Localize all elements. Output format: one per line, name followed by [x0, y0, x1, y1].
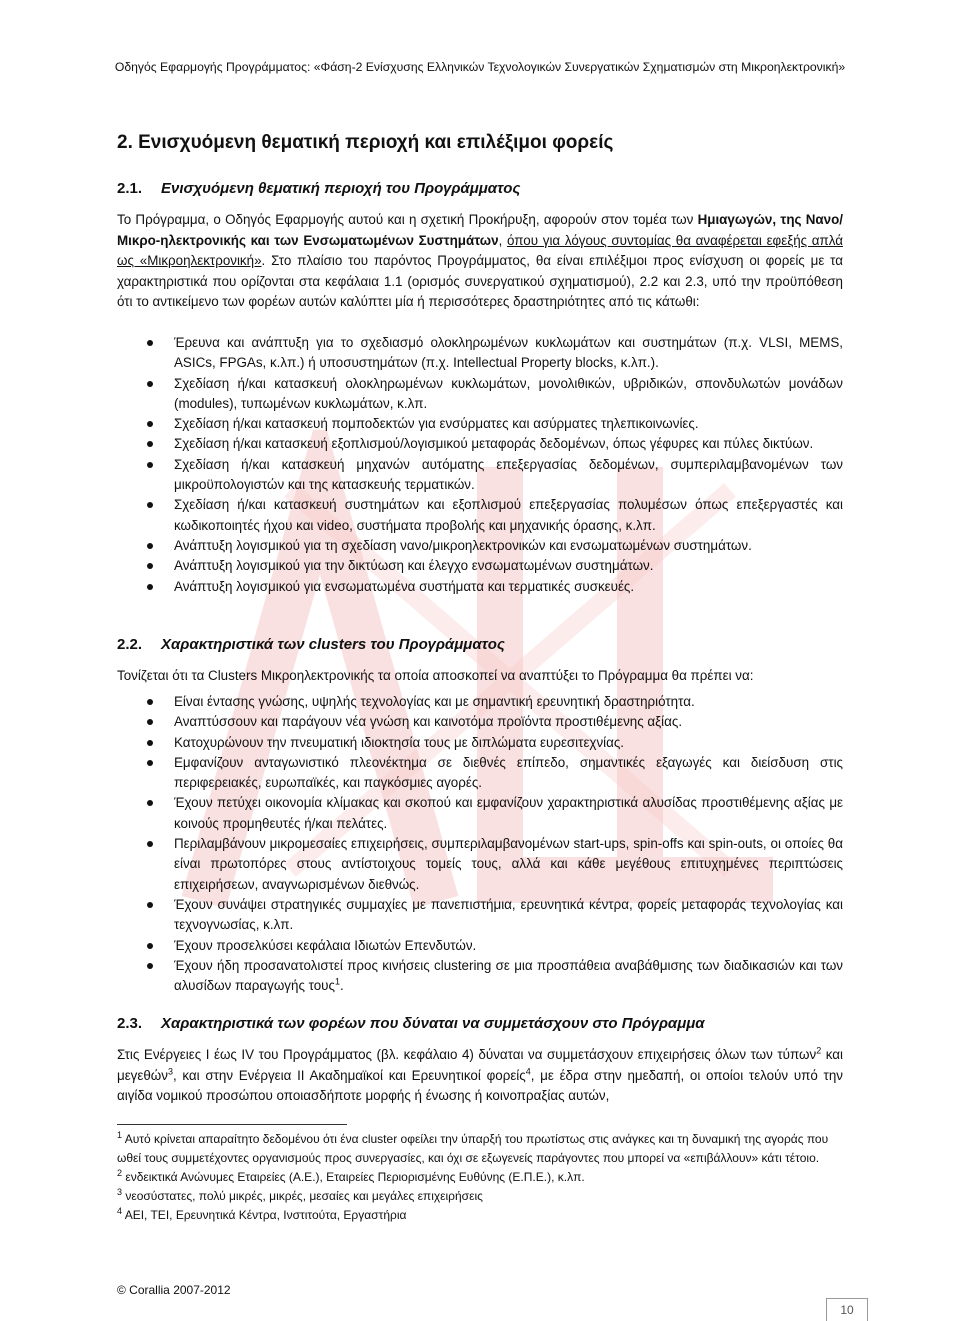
list-item: Είναι έντασης γνώσης, υψηλής τεχνολογίας και με σημαντική ερευνητική δραστηριότητα.	[117, 692, 843, 712]
footnote-text: ΑΕΙ, ΤΕΙ, Ερευνητικά Κέντρα, Ινστιτούτα, Εργαστήρια	[122, 1208, 407, 1222]
footnote	[117, 1187, 843, 1206]
footnote	[117, 1168, 843, 1187]
footnote-text: Αυτό κρίνεται απαραίτητο δεδομένου ότι ένα cluster οφείλει την ύπαρξή του πρωτίστως στις ανάγκες και τη δυναμική της αγοράς που ωθεί τους συμμετέχοντες οργανισμούς προς συνεργασίες, και όχι σε εξωγενείς παράγοντες που μπορεί να «επιβάλλουν» κάτι τέτοιο.	[117, 1132, 829, 1165]
list-item: Εμφανίζουν ανταγωνιστικό πλεονέκτημα σε διεθνές επίπεδο, σημαντικές εξαγωγές και διείσδυση στις περιφερειακές, ευρωπαϊκές, και παγκόσμιες αγορές.	[117, 753, 843, 794]
list-item: Ανάπτυξη λογισμικού για την δικτύωση και έλεγχο ενσωματωμένων συστημάτων.	[117, 556, 843, 576]
section-2-2-intro: Τονίζεται ότι τα Clusters Μικροηλεκτρονικής τα οποία αποσκοπεί να αναπτύξει το Πρόγραμμα θα πρέπει να:	[117, 668, 754, 683]
paragraph-text: , και στην Ενέργεια ΙΙ Ακαδημαϊκοί και Ερευνητικοί φορείς	[172, 1067, 526, 1083]
list-item: Κατοχυρώνουν την πνευματική ιδιοκτησία τους με διπλώματα ευρεσιτεχνίας.	[117, 733, 843, 753]
list-item: Περιλαμβάνουν μικρομεσαίες επιχειρήσεις, συμπεριλαμβανομένων start-ups, spin-offs και spin-outs, οι οποίες θα είναι πρωτοπόρες στους αντίστοιχους τομείς τους, αλλά και κάθε μεγέθους επιτυχημένες περιπτώσεις επιχειρήσεων, αναγνωρισμένων διεθνώς.	[117, 834, 843, 895]
paragraph-text: , με έδρα στην ημεδαπή, οι οποίοι τελούν υπό την αιγίδα νομικού προσώπου οποιασδήποτε μορφής ή ένωσης ή κοινοπραξίας αυτών,	[117, 1067, 843, 1103]
intro-text-2: ,	[498, 232, 507, 248]
section-number: 2.3.	[117, 1015, 143, 1032]
footnote-number: 3	[117, 1187, 123, 1197]
list-item: Σχεδίαση ή/και κατασκευή μηχανών αυτόματης επεξεργασίας δεδομένων, συμπεριλαμβανομένων των μικροϋπολογιστών και της κατασκευής τερματικών.	[117, 455, 843, 496]
footnote-text: νεοσύστατες, πολύ μικρές, μικρές, μεσαίες και μεγάλες επιχειρήσεις	[122, 1189, 483, 1203]
intro-bold-text: Ημιαγωγών, της Νανο/Μικρο-ηλεκτρονικής και των Ενσωματωμένων Συστημάτων	[117, 212, 843, 248]
footnote-number: 4	[117, 1206, 123, 1216]
footnote	[117, 1206, 843, 1225]
section-title: Χαρακτηριστικά των φορέων που δύναται να συμμετάσχουν στο Πρόγραμμα	[161, 1015, 705, 1032]
list-item: Έχουν συνάψει στρατηγικές συμμαχίες με πανεπιστήμια, ερευνητικά κέντρα, φορείς μεταφοράς τεχνολογίας και τεχνογνωσίας, κ.λπ.	[117, 895, 843, 936]
list-item: Σχεδίαση ή/και κατασκευή εξοπλισμού/λογισμικού μεταφοράς δεδομένων, όπως γέφυρες και πύλες δικτύων.	[117, 434, 843, 454]
section-2-2-heading	[117, 636, 505, 653]
list-item: Σχεδίαση ή/και κατασκευή πομποδεκτών για ενσύρματες και ασύρματες τηλεπικοινωνίες.	[117, 414, 843, 434]
footnote-text: ενδεικτικά Ανώνυμες Εταιρείες (Α.Ε.), Εταιρείες Περιορισμένης Ευθύνης (Ε.Π.Ε.), κ.λπ.	[122, 1170, 585, 1184]
footnote-ref[interactable]: 2	[816, 1045, 822, 1056]
list-item: Αναπτύσσουν και παράγουν νέα γνώση και καινοτόμα προϊόντα προστιθέμενης αξίας.	[117, 712, 843, 732]
footnote-divider	[117, 1124, 347, 1125]
activities-list	[117, 333, 843, 597]
footnote-ref[interactable]: 1	[334, 976, 340, 987]
footnote-ref[interactable]: 3	[167, 1066, 173, 1077]
intro-text-3: . Στο πλαίσιο του παρόντος Προγράμματος, θα είναι επιλέξιμοι προς ενίσχυση οι φορείς με τα χαρακτηριστικά που ορίζονται στα κεφάλαια 1.1 (ορισμός συνεργατικού σχηματισμού), 2.2 και 2.3, υπό την προϋπόθεση ότι το αντικείμενο των φορέων αυτών καλύπτει μία ή περισσότερες δραστηριότητες από τις κάτωθι:	[117, 253, 844, 309]
footnote-number: 1	[117, 1130, 123, 1140]
list-item: Έχουν πετύχει οικονομία κλίμακας και σκοπού και εμφανίζουν χαρακτηριστικά αλυσίδας προστιθέμενης αξίας με κοινούς προμηθευτές ή/και πελάτες.	[117, 793, 843, 834]
list-item: Σχεδίαση ή/και κατασκευή συστημάτων και εξοπλισμού επεξεργασίας πολυμέσων όπως επεξεργαστές και κωδικοποιητές ήχου και video, συστήματα προβολής και μηχανικής όρασης, κ.λπ.	[117, 495, 843, 536]
list-item: Ανάπτυξη λογισμικού για τη σχεδίαση νανο/μικροηλεκτρονικών και ενσωματωμένων συστημάτων.	[117, 536, 843, 556]
section-number: 2.1.	[117, 180, 143, 197]
list-item: Ανάπτυξη λογισμικού για ενσωματωμένα συστήματα και τερματικές συσκευές.	[117, 577, 843, 597]
footnote	[117, 1130, 843, 1168]
section-title: Ενισχυόμενη θεματική περιοχή του Προγράμματος	[161, 180, 521, 197]
list-item-text: Έχουν ήδη προσανατολιστεί προς κινήσεις clustering σε μια προσπάθεια αναβάθμισης των διαδικασιών και των αλυσίδων παραγωγής τους	[174, 957, 843, 994]
section-2-1-intro	[117, 210, 843, 313]
page-number: 10	[826, 1298, 868, 1321]
list-item	[117, 956, 843, 997]
footnote-ref[interactable]: 4	[525, 1066, 531, 1077]
footnotes	[117, 1130, 843, 1225]
paragraph-text: Στις Ενέργειες Ι έως ΙV του Προγράμματος (βλ. κεφάλαιο 4) δύναται να συμμετάσχουν επιχειρήσεις όλων των τύπων	[117, 1047, 817, 1062]
paragraph-text: και μεγεθών	[117, 1047, 843, 1083]
footer-copyright: © Corallia 2007-2012	[117, 1283, 231, 1297]
list-item: Σχεδίαση ή/και κατασκευή ολοκληρωμένων κυκλωμάτων, μονολιθικών, υβριδικών, σπονδυλωτών μονάδων (modules), τυπωμένων κυκλωμάτων, κ.λπ.	[117, 374, 843, 415]
section-2-3-heading	[117, 1015, 705, 1032]
intro-text-1: Το Πρόγραμμα, ο Οδηγός Εφαρμογής αυτού και η σχετική Προκήρυξη, αφορούν στον τομέα των	[117, 212, 698, 227]
section-2-3-paragraph	[117, 1045, 843, 1107]
intro-underlined-text: όπου για λόγους συντομίας θα αναφέρεται εφεξής απλά ως «Μικροηλεκτρονική»	[117, 232, 843, 268]
list-item: Έρευνα και ανάπτυξη για το σχεδιασμό ολοκληρωμένων κυκλωμάτων και συστημάτων (π.χ. VLSI, MEMS, ASICs, FPGAs, κ.λπ.) ή υποσυστημάτων (π.χ. Intellectual Property blocks, κ.λπ.).	[117, 333, 843, 374]
section-number: 2.2.	[117, 636, 143, 653]
list-item-end: .	[339, 978, 344, 994]
section-title: Χαρακτηριστικά των clusters του Προγράμματος	[161, 636, 505, 653]
running-header: Οδηγός Εφαρμογής Προγράμματος: «Φάση-2 Ενίσχυσης Ελληνικών Τεχνολογικών Συνεργατικών Σχηματισμών στη Μικροηλεκτρονική»	[114, 60, 846, 74]
clusters-characteristics-list	[117, 692, 843, 996]
section-2-1-heading	[117, 180, 520, 197]
footnote-number: 2	[117, 1168, 123, 1178]
list-item: Έχουν προσελκύσει κεφάλαια Ιδιωτών Επενδυτών.	[117, 936, 843, 956]
section-2-heading: 2. Ενισχυόμενη θεματική περιοχή και επιλέξιμοι φορείς	[117, 132, 614, 153]
